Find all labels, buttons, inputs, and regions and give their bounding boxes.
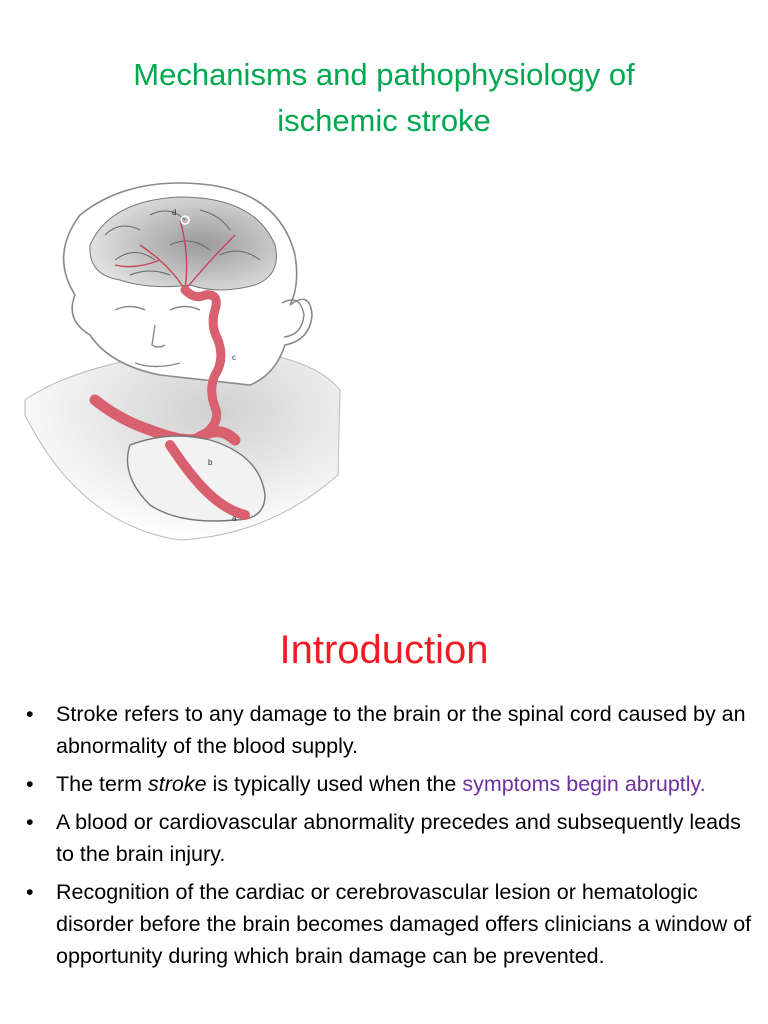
figure-label-b: b bbox=[208, 458, 213, 467]
bullet-item bbox=[26, 698, 756, 762]
bullet-item bbox=[26, 768, 756, 800]
title-line-2: ischemic stroke bbox=[277, 103, 491, 138]
bullet-item bbox=[26, 876, 756, 972]
bullet-text: A blood or cardiovascular abnormality precedes and subsequently leads to the brain injury. bbox=[56, 810, 741, 866]
bullet-text-highlight: symptoms begin abruptly. bbox=[462, 772, 706, 796]
bullet-text: Recognition of the cardiac or cerebrovascular lesion or hematologic disorder before the brain becomes damaged offers clinicians a window of opportunity during which brain damage can be prevented. bbox=[56, 880, 752, 968]
figure-label-d: d bbox=[172, 208, 177, 217]
title-line-1: Mechanisms and pathophysiology of bbox=[133, 57, 635, 92]
figure-label-c: c bbox=[232, 353, 236, 362]
figure-label-a: a bbox=[232, 514, 237, 523]
bullet-dot-icon: • bbox=[26, 880, 34, 904]
bullet-dot-icon: • bbox=[26, 772, 34, 796]
bullet-text: Stroke refers to any damage to the brain or the spinal cord caused by an abnormality of the blood supply. bbox=[56, 702, 746, 758]
section-heading: Introduction bbox=[279, 628, 489, 672]
bullet-list bbox=[26, 698, 756, 978]
bullet-text-italic: stroke bbox=[148, 772, 207, 796]
bullet-dot-icon: • bbox=[26, 810, 34, 834]
bullet-text-before: The term bbox=[56, 772, 148, 796]
bullet-text-after: is typically used when the bbox=[206, 772, 463, 796]
bullet-dot-icon: • bbox=[26, 702, 34, 726]
bullet-item bbox=[26, 806, 756, 870]
stroke-anatomy-illustration bbox=[20, 175, 350, 545]
slide-title bbox=[0, 52, 768, 144]
